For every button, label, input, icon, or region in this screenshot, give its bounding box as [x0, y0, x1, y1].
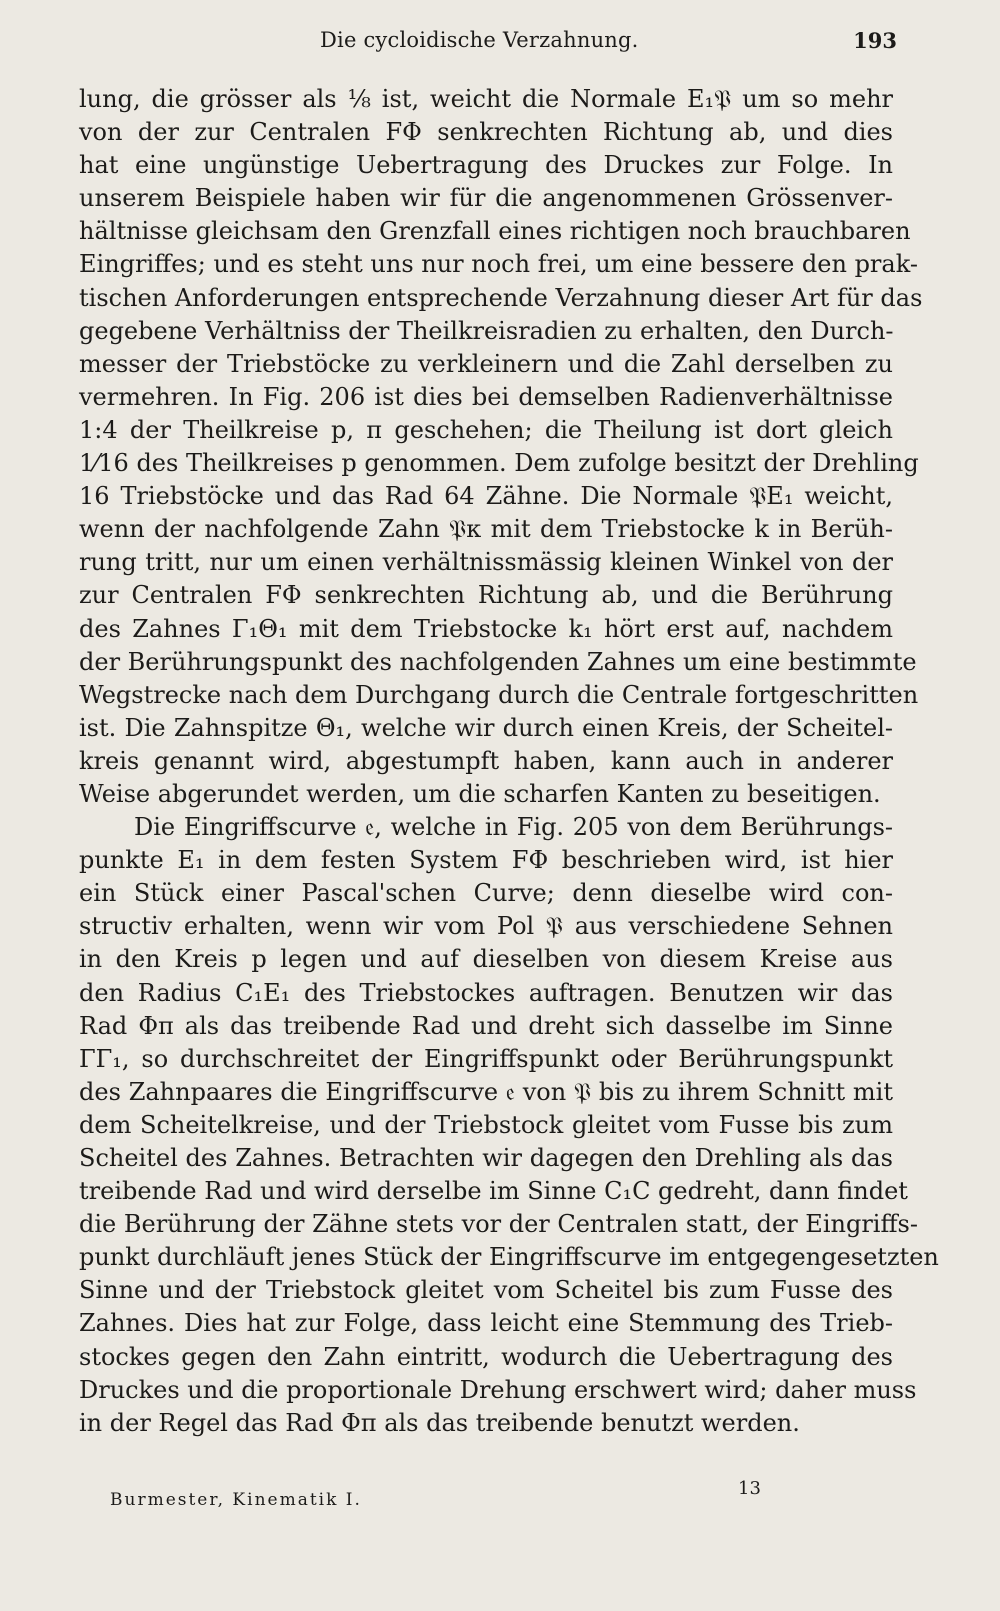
text-line: Wegstrecke nach dem Durchgang durch die Centrale fortgeschritten — [79, 680, 919, 709]
text-line: stockes gegen den Zahn eintritt, wodurch die Uebertragung des — [79, 1342, 893, 1371]
text-line: Rad Φπ als das treibende Rad und dreht sich dasselbe im Sinne — [79, 1011, 893, 1040]
text-line: der Berührungspunkt des nachfolgenden Zahnes um eine bestimmte — [79, 647, 917, 676]
text-line: 1⁄16 des Theilkreises p genommen. Dem zufolge besitzt der Drehling — [79, 449, 919, 478]
text-line: tischen Anforderungen entsprechende Verzahnung dieser Art für das — [79, 283, 923, 312]
text-line: die Berührung der Zähne stets vor der Centralen statt, der Eingriffs- — [79, 1210, 918, 1239]
text-line: des Zahnpaares die Eingriffscurve 𝔢 von 𝔓 bis zu ihrem Schnitt mit — [79, 1077, 893, 1106]
text-line: Eingriffes; und es steht uns nur noch frei, um eine bessere den prak- — [79, 250, 918, 279]
text-line: zur Centralen FΦ senkrechten Richtung ab, und die Berührung — [79, 581, 893, 610]
text-line: wenn der nachfolgende Zahn 𝔓κ mit dem Triebstocke k in Berüh- — [79, 515, 893, 544]
text-line: des Zahnes Γ₁Θ₁ mit dem Triebstocke k₁ hört erst auf, nachdem — [79, 614, 893, 643]
text-line: in den Kreis p legen und auf dieselben von diesem Kreise aus — [79, 945, 893, 974]
text-line: Weise abgerundet werden, um die scharfen Kanten zu beseitigen. — [79, 779, 881, 808]
text-line: Die Eingriffscurve 𝔢, welche in Fig. 205 von dem Berührungs- — [134, 813, 893, 842]
text-line: Sinne und der Triebstock gleitet vom Scheitel bis zum Fusse des — [79, 1276, 893, 1305]
running-title: Die cycloidische Verzahnung. — [320, 28, 639, 52]
text-line: unserem Beispiele haben wir für die angenommenen Grössenver- — [79, 184, 893, 213]
running-head — [0, 28, 1000, 60]
text-line: messer der Triebstöcke zu verkleinern und die Zahl derselben zu — [79, 349, 893, 378]
text-line: ist. Die Zahnspitze Θ₁, welche wir durch einen Kreis, der Scheitel- — [79, 713, 893, 742]
text-line: hältnisse gleichsam den Grenzfall eines richtigen noch brauchbaren — [79, 217, 911, 246]
text-line: ein Stück einer Pascal'schen Curve; denn dieselbe wird con- — [79, 879, 893, 908]
text-line: ΓΓ₁, so durchschreitet der Eingriffspunkt oder Berührungspunkt — [79, 1044, 893, 1073]
text-line: von der zur Centralen FΦ senkrechten Richtung ab, und dies — [79, 118, 893, 147]
text-line: rung tritt, nur um einen verhältnissmässig kleinen Winkel von der — [79, 548, 893, 577]
page-number: 193 — [853, 28, 897, 53]
text-line: dem Scheitelkreise, und der Triebstock gleitet vom Fusse bis zum — [79, 1110, 893, 1139]
text-line: den Radius C₁E₁ des Triebstockes auftragen. Benutzen wir das — [79, 978, 893, 1007]
text-line: structiv erhalten, wenn wir vom Pol 𝔓 aus verschiedene Sehnen — [79, 912, 893, 941]
text-line: gegebene Verhältniss der Theilkreisradien zu erhalten, den Durch- — [79, 316, 894, 345]
text-line: punkt durchläuft jenes Stück der Eingriffscurve im entgegengesetzten — [79, 1243, 939, 1272]
footer-author: Burmester, Kinematik I. — [110, 1490, 362, 1510]
text-line: Zahnes. Dies hat zur Folge, dass leicht eine Stemmung des Trieb- — [79, 1309, 893, 1338]
signature-mark: 13 — [738, 1478, 761, 1499]
text-line: Scheitel des Zahnes. Betrachten wir dagegen den Drehling als das — [79, 1144, 893, 1172]
text-line: punkte E₁ in dem festen System FΦ beschrieben wird, ist hier — [79, 846, 893, 875]
text-line: treibende Rad und wird derselbe im Sinne C₁C gedreht, dann findet — [79, 1177, 908, 1206]
text-line: vermehren. In Fig. 206 ist dies bei demselben Radienverhältnisse — [79, 382, 893, 411]
page-footer — [110, 1478, 770, 1510]
text-line: Druckes und die proportionale Drehung erschwert wird; daher muss — [79, 1375, 917, 1404]
body-text — [79, 83, 939, 1440]
text-line: lung, die grösser als ⅛ ist, weicht die Normale E₁𝔓 um so mehr — [79, 85, 893, 113]
text-line: in der Regel das Rad Φπ als das treibende benutzt werden. — [79, 1408, 800, 1437]
text-line: 16 Triebstöcke und das Rad 64 Zähne. Die Normale 𝔓E₁ weicht, — [79, 482, 893, 511]
text-line: 1:4 der Theilkreise p, π geschehen; die Theilung ist dort gleich — [79, 415, 893, 444]
text-line: hat eine ungünstige Uebertragung des Druckes zur Folge. In — [79, 151, 893, 180]
text-line: kreis genannt wird, abgestumpft haben, kann auch in anderer — [79, 746, 893, 775]
